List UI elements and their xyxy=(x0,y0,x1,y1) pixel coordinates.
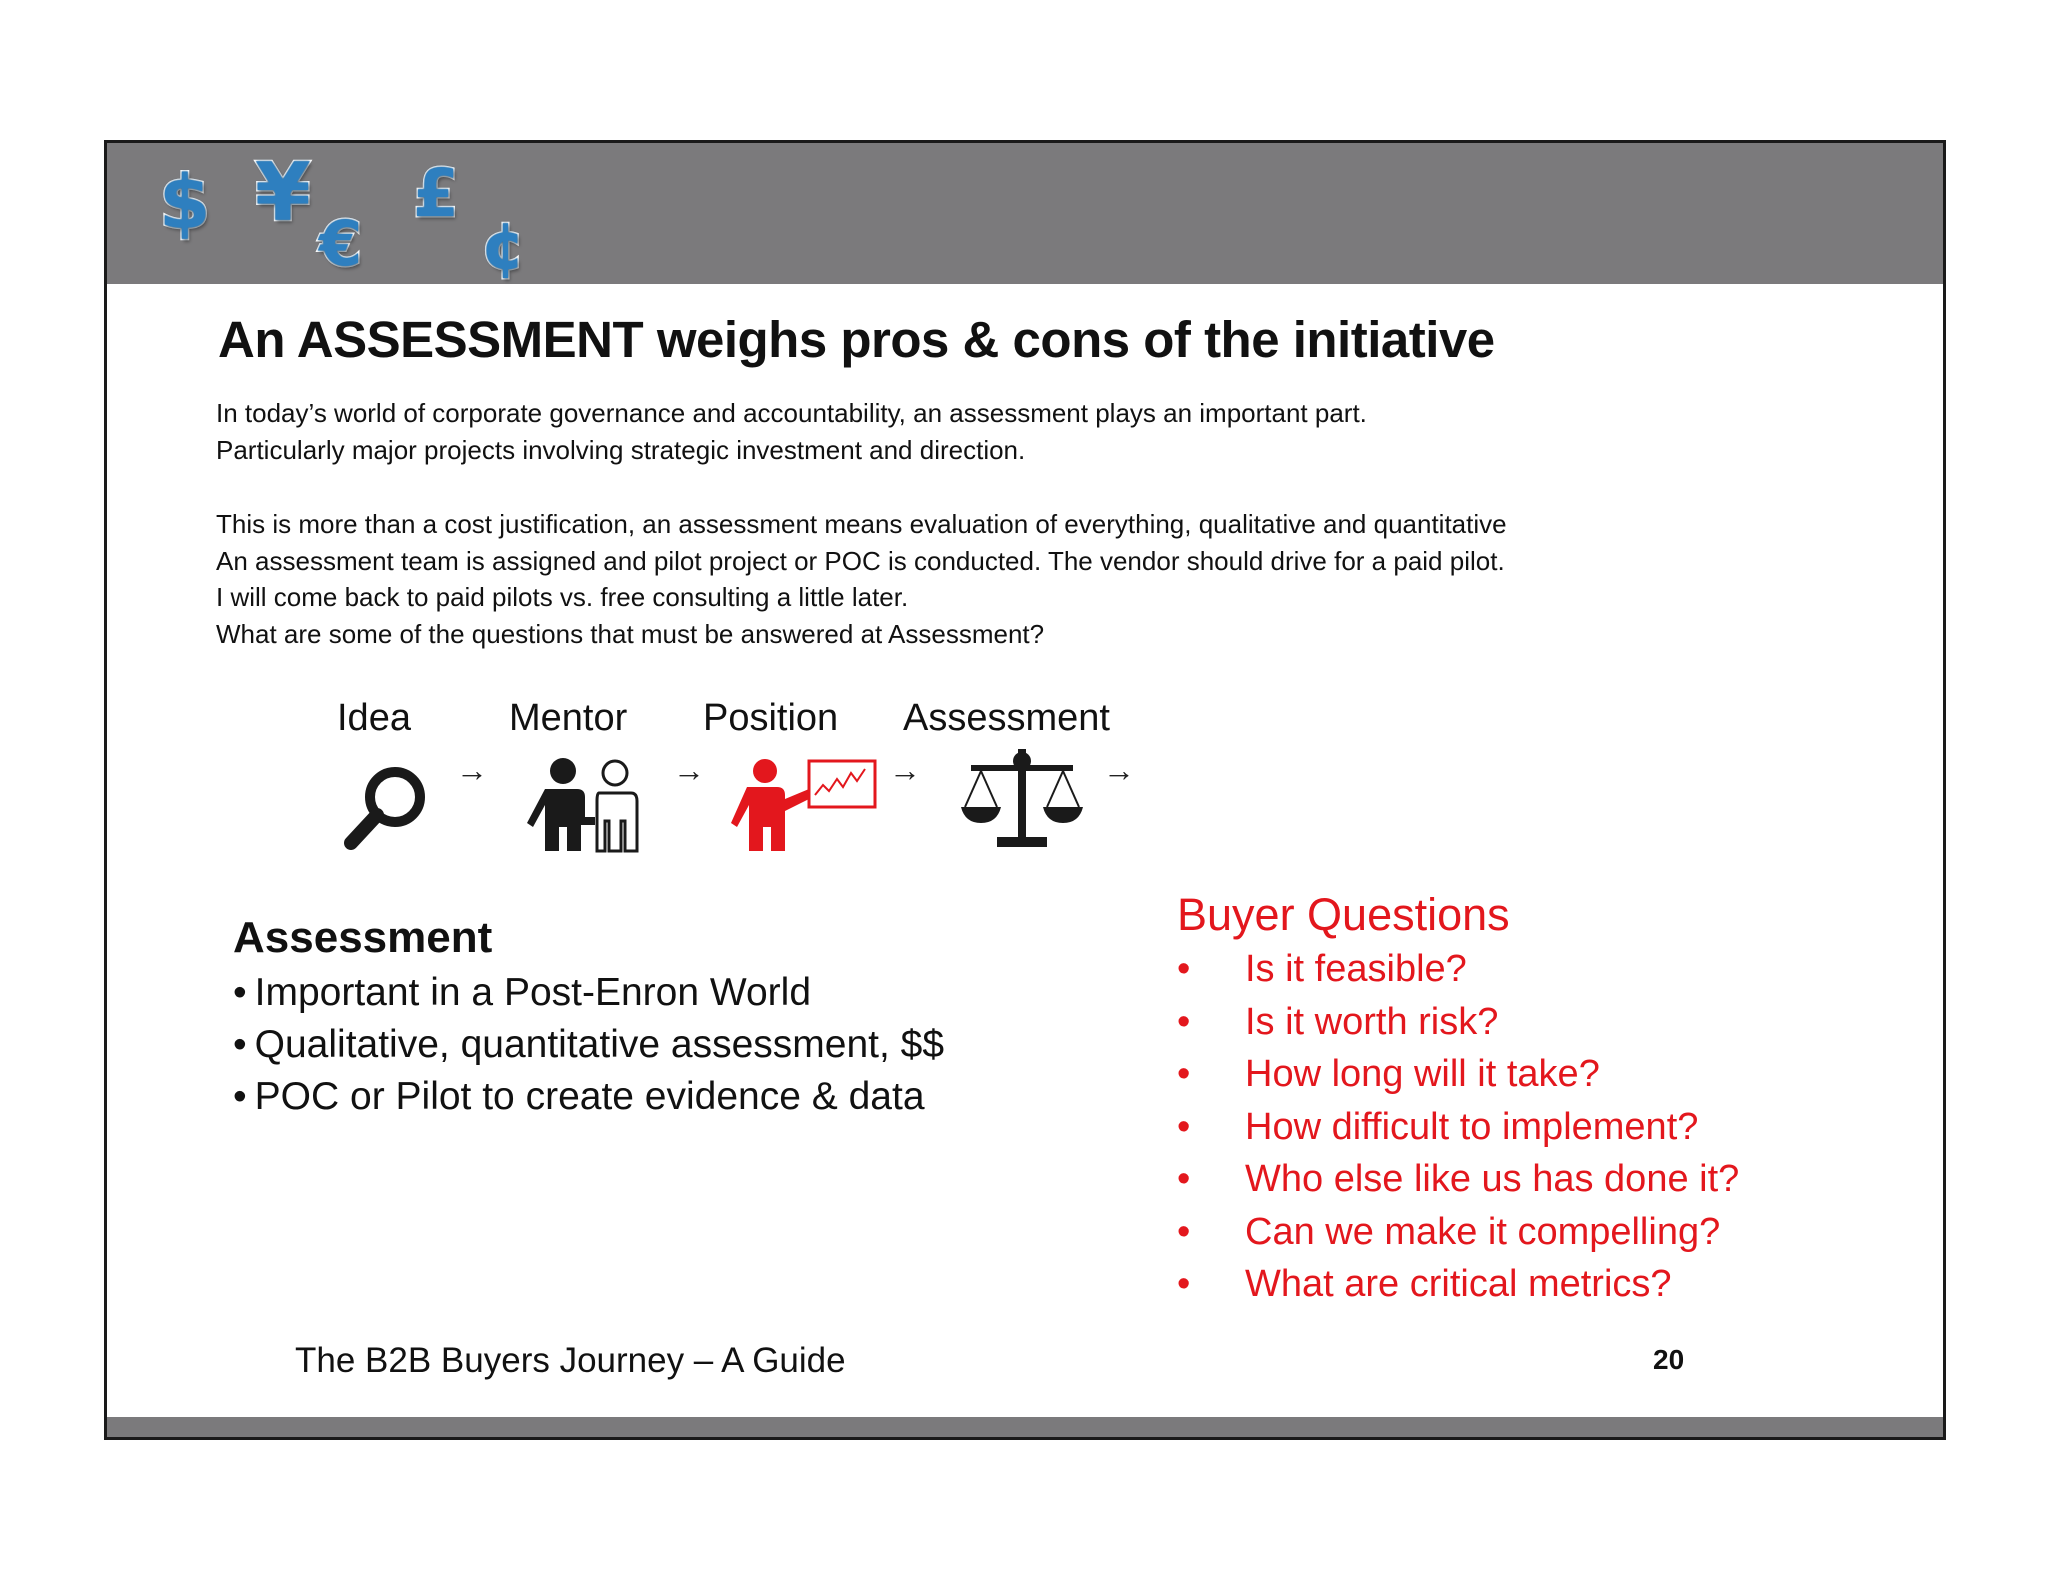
list-item: • POC or Pilot to create evidence & data xyxy=(233,1071,944,1123)
step-label-idea: Idea xyxy=(337,697,411,739)
step-label-assessment: Assessment xyxy=(903,697,1110,739)
presenter-chart-icon xyxy=(723,755,883,855)
list-item: • Is it worth risk? xyxy=(1177,996,1739,1049)
slide-title: An ASSESSMENT weighs pros & cons of the initiative xyxy=(218,311,1495,368)
page-number: 20 xyxy=(1653,1344,1685,1375)
footer-band xyxy=(107,1417,1943,1437)
step-label-position: Position xyxy=(703,697,839,739)
mentor-people-icon xyxy=(525,755,655,855)
intro-line: What are some of the questions that must be answered at Assessment? xyxy=(216,618,1045,649)
arrow-icon: → xyxy=(889,752,921,788)
step-label-mentor: Mentor xyxy=(509,697,628,739)
pound-sign-icon: £ xyxy=(413,155,459,232)
footer-title: The B2B Buyers Journey – A Guide xyxy=(295,1341,846,1380)
intro-line: An assessment team is assigned and pilot project or POC is conducted. The vendor should drive for a paid pilot. xyxy=(216,545,1505,576)
buyer-questions-heading: Buyer Questions xyxy=(1177,889,1510,940)
intro-text xyxy=(216,395,1507,652)
arrow-icon: → xyxy=(456,752,488,788)
dollar-sign-icon: $ xyxy=(159,160,211,246)
arrow-icon: → xyxy=(1103,752,1135,788)
yen-sign-icon: ¥ xyxy=(255,146,311,239)
intro-line: This is more than a cost justification, an assessment means evaluation of everything, qualitative and quantitative xyxy=(216,509,1507,539)
list-item: • Who else like us has done it? xyxy=(1177,1153,1739,1206)
intro-line: I will come back to paid pilots vs. free consulting a little later. xyxy=(216,582,909,612)
arrow-icon: → xyxy=(673,752,705,788)
balance-scale-icon xyxy=(957,743,1087,853)
list-item: • What are critical metrics? xyxy=(1177,1258,1739,1311)
magnifier-icon xyxy=(337,757,437,857)
intro-line: Particularly major projects involving strategic investment and direction. xyxy=(216,434,1026,465)
assessment-heading: Assessment xyxy=(233,913,493,962)
buyer-questions-list xyxy=(1177,943,1739,1311)
intro-line: In today’s world of corporate governance and accountability, an assessment plays an important part. xyxy=(216,398,1367,428)
assessment-list xyxy=(233,967,944,1123)
list-item: • Can we make it compelling? xyxy=(1177,1206,1739,1259)
list-item: • Qualitative, quantitative assessment, $$ xyxy=(233,1019,944,1071)
euro-sign-icon: € xyxy=(319,207,363,280)
slide xyxy=(104,140,1946,1440)
list-item: • Is it feasible? xyxy=(1177,943,1739,996)
header-band xyxy=(107,143,1943,284)
cent-sign-icon: ¢ xyxy=(481,210,526,284)
list-item: • How difficult to implement? xyxy=(1177,1101,1739,1154)
list-item: • How long will it take? xyxy=(1177,1048,1739,1101)
list-item: • Important in a Post-Enron World xyxy=(233,967,944,1019)
